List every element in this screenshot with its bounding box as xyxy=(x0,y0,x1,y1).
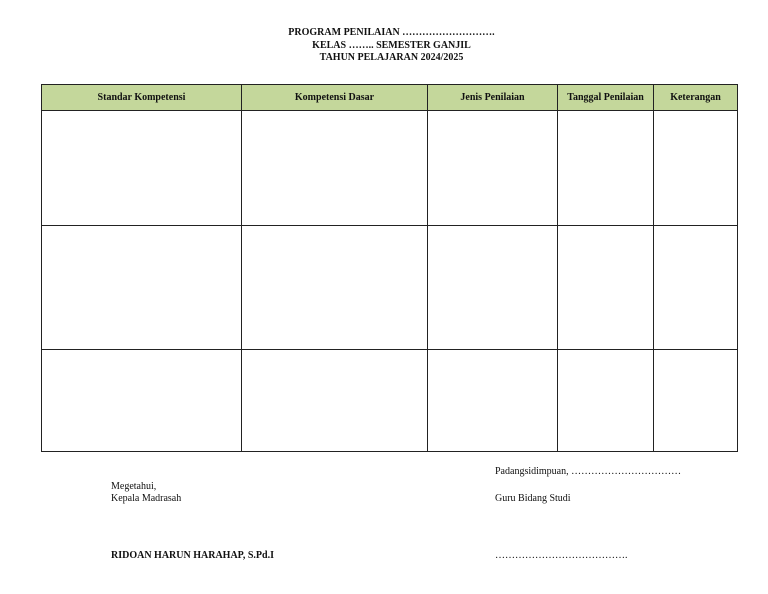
teacher-signature-line: …………………………………. xyxy=(495,550,628,561)
table-cell[interactable] xyxy=(42,111,242,226)
title-class-semester: KELAS …….. SEMESTER GANJIL xyxy=(312,39,471,51)
table-cell[interactable] xyxy=(654,226,738,350)
document-title xyxy=(0,27,768,65)
col-kompetensi-dasar: Kompetensi Dasar xyxy=(242,85,428,111)
table-header-row xyxy=(42,85,738,111)
table-row xyxy=(42,350,738,452)
table-cell[interactable] xyxy=(242,111,428,226)
table-cell[interactable] xyxy=(558,350,654,452)
table-cell[interactable] xyxy=(558,226,654,350)
table-row xyxy=(42,226,738,350)
principal-role: Kepala Madrasah xyxy=(111,493,182,504)
teacher-role: Guru Bidang Studi xyxy=(495,493,571,504)
title-program: PROGRAM PENILAIAN ………………………. xyxy=(288,27,495,38)
table-row xyxy=(42,111,738,226)
table-cell[interactable] xyxy=(654,111,738,226)
table-cell[interactable] xyxy=(428,111,558,226)
col-standar-kompetensi: Standar Kompetensi xyxy=(42,85,242,111)
table-cell[interactable] xyxy=(42,350,242,452)
col-tanggal-penilaian: Tanggal Penilaian xyxy=(558,85,654,111)
table-cell[interactable] xyxy=(242,226,428,350)
table-cell[interactable] xyxy=(428,350,558,452)
table-cell[interactable] xyxy=(558,111,654,226)
place-date-line: Padangsidimpuan, …………………………… xyxy=(495,466,682,477)
title-school-year: TAHUN PELAJARAN 2024/2025 xyxy=(319,52,464,63)
table-cell[interactable] xyxy=(654,350,738,452)
acknowledged-label: Megetahui, xyxy=(111,481,157,492)
table-cell[interactable] xyxy=(42,226,242,350)
principal-name: RIDOAN HARUN HARAHAP, S.Pd.I xyxy=(111,550,274,561)
col-jenis-penilaian: Jenis Penilaian xyxy=(428,85,558,111)
assessment-table xyxy=(41,84,738,452)
col-keterangan: Keterangan xyxy=(654,85,738,111)
table-cell[interactable] xyxy=(242,350,428,452)
table-cell[interactable] xyxy=(428,226,558,350)
